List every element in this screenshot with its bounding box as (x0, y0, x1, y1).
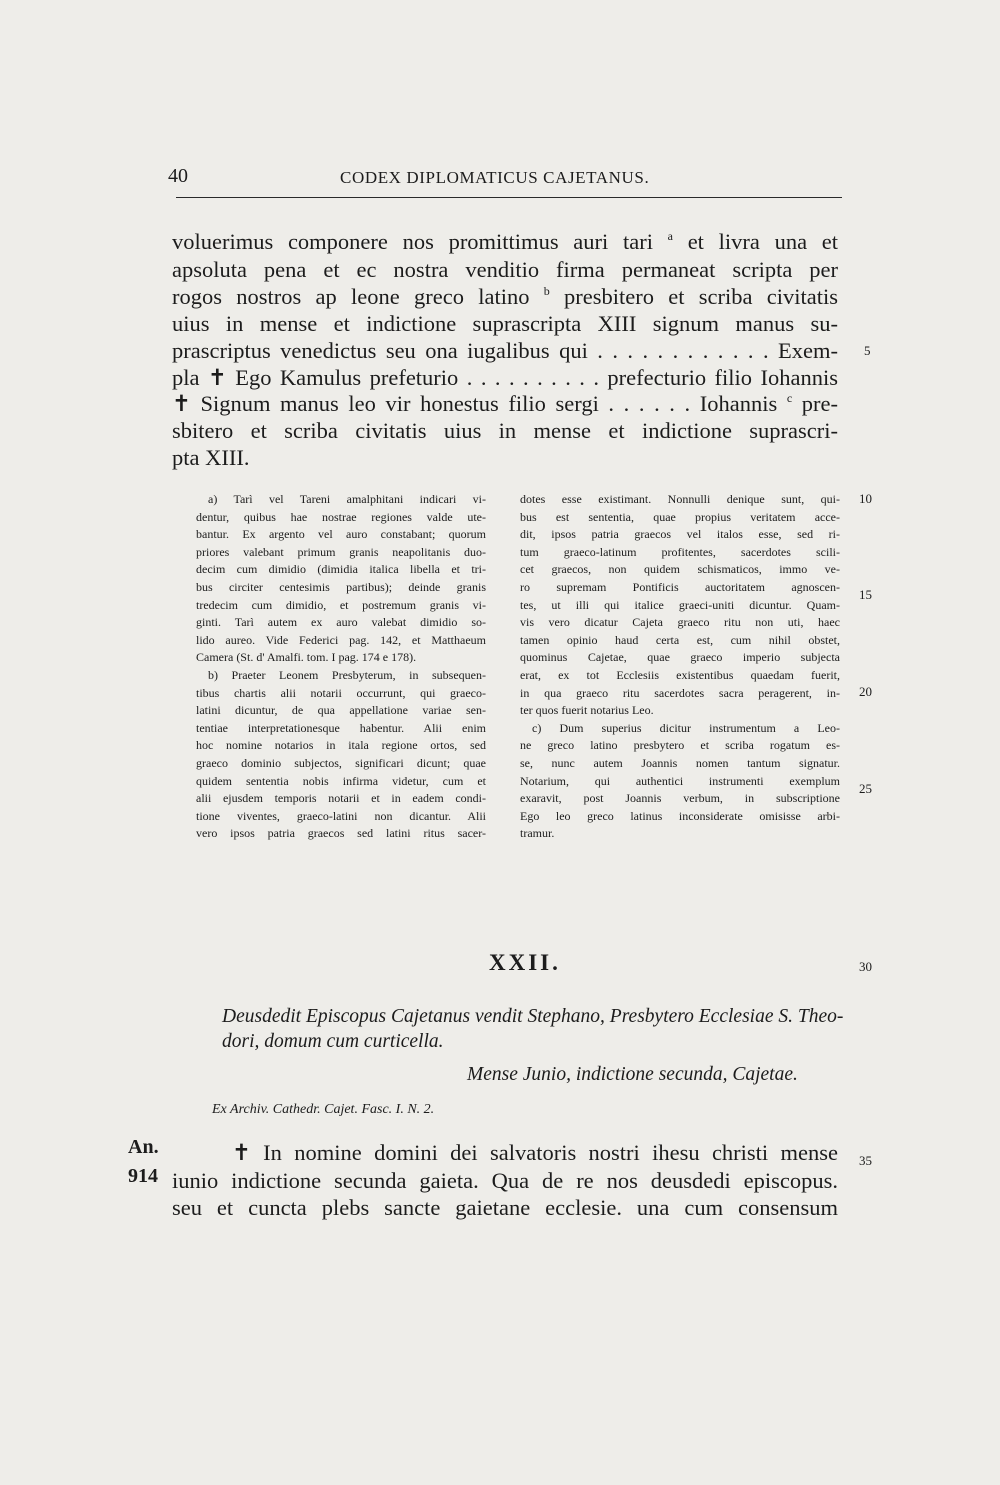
footnote-line: se, nunc autem Joannis nomen tantum signatur. (520, 755, 840, 770)
line-number-35: 35 (859, 1153, 872, 1168)
document-text-line: iunio indictione secunda gaieta. Qua de re nos deusdedi episcopus. (172, 1168, 838, 1193)
footnote-line: b) Praeter Leonem Presbyterum, in subsequen- (208, 667, 486, 682)
running-title: CODEX DIPLOMATICUS CAJETANUS. (340, 168, 650, 187)
footnote-line: Ego leo greco latinus inconsiderate omisisse arbi- (520, 808, 840, 823)
footnote-line: ter quos fuerit notarius Leo. (520, 703, 654, 718)
footnote-line: priores valebant primum granis neapolitanis duo- (196, 544, 486, 559)
footnote-line: latini dicuntur, de qua appellatione variae sen- (196, 703, 486, 718)
body-line: prascriptus venedictus seu ona iugalibus qui . . . . . . . . . . . . Exem- (172, 338, 838, 363)
footnote-line: erat, ex tot Ecclesiis existentibus quaedam fuerit, (520, 667, 840, 682)
footnote-line: cet graecos, non quidem schismaticos, immo ve- (520, 562, 840, 577)
footnote-line: vis vero dicatur Cajeta graeco ritu non uti, haec (520, 615, 840, 630)
footnotes-left-column (196, 491, 486, 843)
body-line: voluerimus componere nos promittimus auri tari $^a$ et livra una et (172, 229, 838, 254)
body-line: pta XIII. (172, 445, 250, 470)
footnote-line: tamen opinio haud certa est, cum nihil obstet, (520, 632, 840, 647)
footnote-line: tentiae interpretationesque habentur. Alii enim (196, 720, 486, 735)
document-text-line: seu et cuncta plebs sancte gaietane ecclesie. una cum consensum (172, 1195, 838, 1220)
footnote-line: quominus Cajetae, quae graeco imperio subjecta (520, 650, 840, 665)
footnote-line: vero ipsos patria graecos sed latini ritus sacer- (196, 826, 486, 841)
line-number-5: 5 (864, 343, 871, 358)
body-line: apsoluta pena et ec nostra venditio firma permaneat scripta per (172, 257, 838, 282)
footnote-line: c) Dum superius dicitur instrumentum a Leo- (532, 720, 840, 735)
footnote-line: quidem sententia nobis infirma videtur, cum et (196, 773, 486, 788)
footnote-line: Camera (St. d' Amalfi. tom. I pag. 174 e 178). (196, 650, 417, 665)
regest-line: Deusdedit Episcopus Cajetanus vendit Stephano, Presbytero Ecclesiae S. Theo- (222, 1006, 844, 1027)
footnotes-right-column (520, 491, 840, 843)
archive-source: Ex Archiv. Cathedr. Cajet. Fasc. I. N. 2. (212, 1102, 435, 1117)
line-number-20: 20 (859, 684, 872, 699)
document-text-line: ✝ In nomine domini dei salvatoris nostri ihesu christi mense (232, 1140, 838, 1165)
footnote-line: ro supremam Pontificis auctoritatem agnoscen- (520, 579, 840, 594)
footnote-line: in qua graeco ritu sacerdotes sacra peragerent, in- (520, 685, 840, 700)
line-number-10: 10 (859, 491, 872, 506)
body-line: ✝ Signum manus leo vir honestus filio sergi . . . . . . Iohannis $^c$ pre- (172, 391, 838, 416)
footnote-line: bus est sententia, quae propius veritatem acce- (520, 509, 840, 524)
footnote-line: graeco dominio subjectos, significari dicunt; quae (196, 755, 486, 770)
body-line: rogos nostros ap leone greco latino $^b$ presbitero et scriba civitatis (172, 284, 838, 309)
footnote-line: a) Tarì vel Tareni amalphitani indicari vi- (208, 492, 486, 506)
footnote-line: ginti. Tarì autem ex auro valebat dimidio so- (196, 615, 486, 630)
line-number-30: 30 (859, 959, 872, 974)
line-number-25: 25 (859, 781, 872, 796)
footnote-line: ne greco latino presbytero et scriba rogatum es- (520, 738, 840, 753)
footnote-line: tramur. (520, 826, 555, 841)
regest-line: dori, domum cum curticella. (222, 1031, 444, 1052)
body-line: uius in mense et indictione suprascripta XIII signum manus su- (172, 311, 838, 336)
margin-year: 914 (128, 1165, 158, 1187)
document-number: XXII. (489, 950, 561, 975)
footnote-line: decim cum dimidio (dimidia italica libella et tri- (196, 562, 486, 577)
date-line: Mense Junio, indictione secunda, Cajetae. (467, 1064, 798, 1085)
margin-label: An. (128, 1136, 159, 1158)
page-number: 40 (168, 165, 188, 187)
footnote-line: alii ejusdem temporis notarii et in eadem condi- (196, 791, 486, 806)
header-rule (176, 197, 842, 198)
footnote-line: tredecim cum dimidio, et postremum granis vi- (196, 597, 486, 612)
footnote-line: dentur, quibus hae nostrae regiones valde ute- (196, 509, 486, 524)
footnote-line: tes, ut illi qui italice graeci-uniti dicuntur. Quam- (520, 597, 840, 612)
body-line: pla ✝ Ego Kamulus prefeturio . . . . . . . . . . prefecturio filio Iohannis (172, 365, 838, 390)
footnote-line: bus circiter centesimis partibus); deinde granis (196, 579, 486, 594)
footnote-line: tione viventes, graeco-latini non dicantur. Alii (196, 808, 486, 823)
footnote-line: bantur. Ex argento vel auro constabant; quorum (196, 527, 486, 542)
footnote-line: tibus chartis alii notarii occurrunt, qui graeco- (196, 685, 486, 700)
footnote-line: hoc nomine notarios in itala regione ortos, sed (196, 738, 486, 753)
footnote-line: lido aureo. Vide Federici pag. 142, et Matthaeum (196, 632, 486, 647)
footnote-line: Notarium, qui authentici instrumenti exemplum (520, 773, 840, 788)
line-number-15: 15 (859, 587, 872, 602)
footnote-line: exaravit, post Joannis verbum, in subscriptione (520, 791, 840, 806)
body-line: sbitero et scriba civitatis uius in mense et indictione suprascri- (172, 418, 838, 443)
footnote-line: dit, ipsos patria graecos vel italos esse, sed ri- (520, 527, 840, 542)
footnote-line: tum graeco-latinum profitentes, sacerdotes scili- (520, 544, 840, 559)
footnote-line: dotes esse existimant. Nonnulli denique sunt, qui- (520, 492, 840, 506)
